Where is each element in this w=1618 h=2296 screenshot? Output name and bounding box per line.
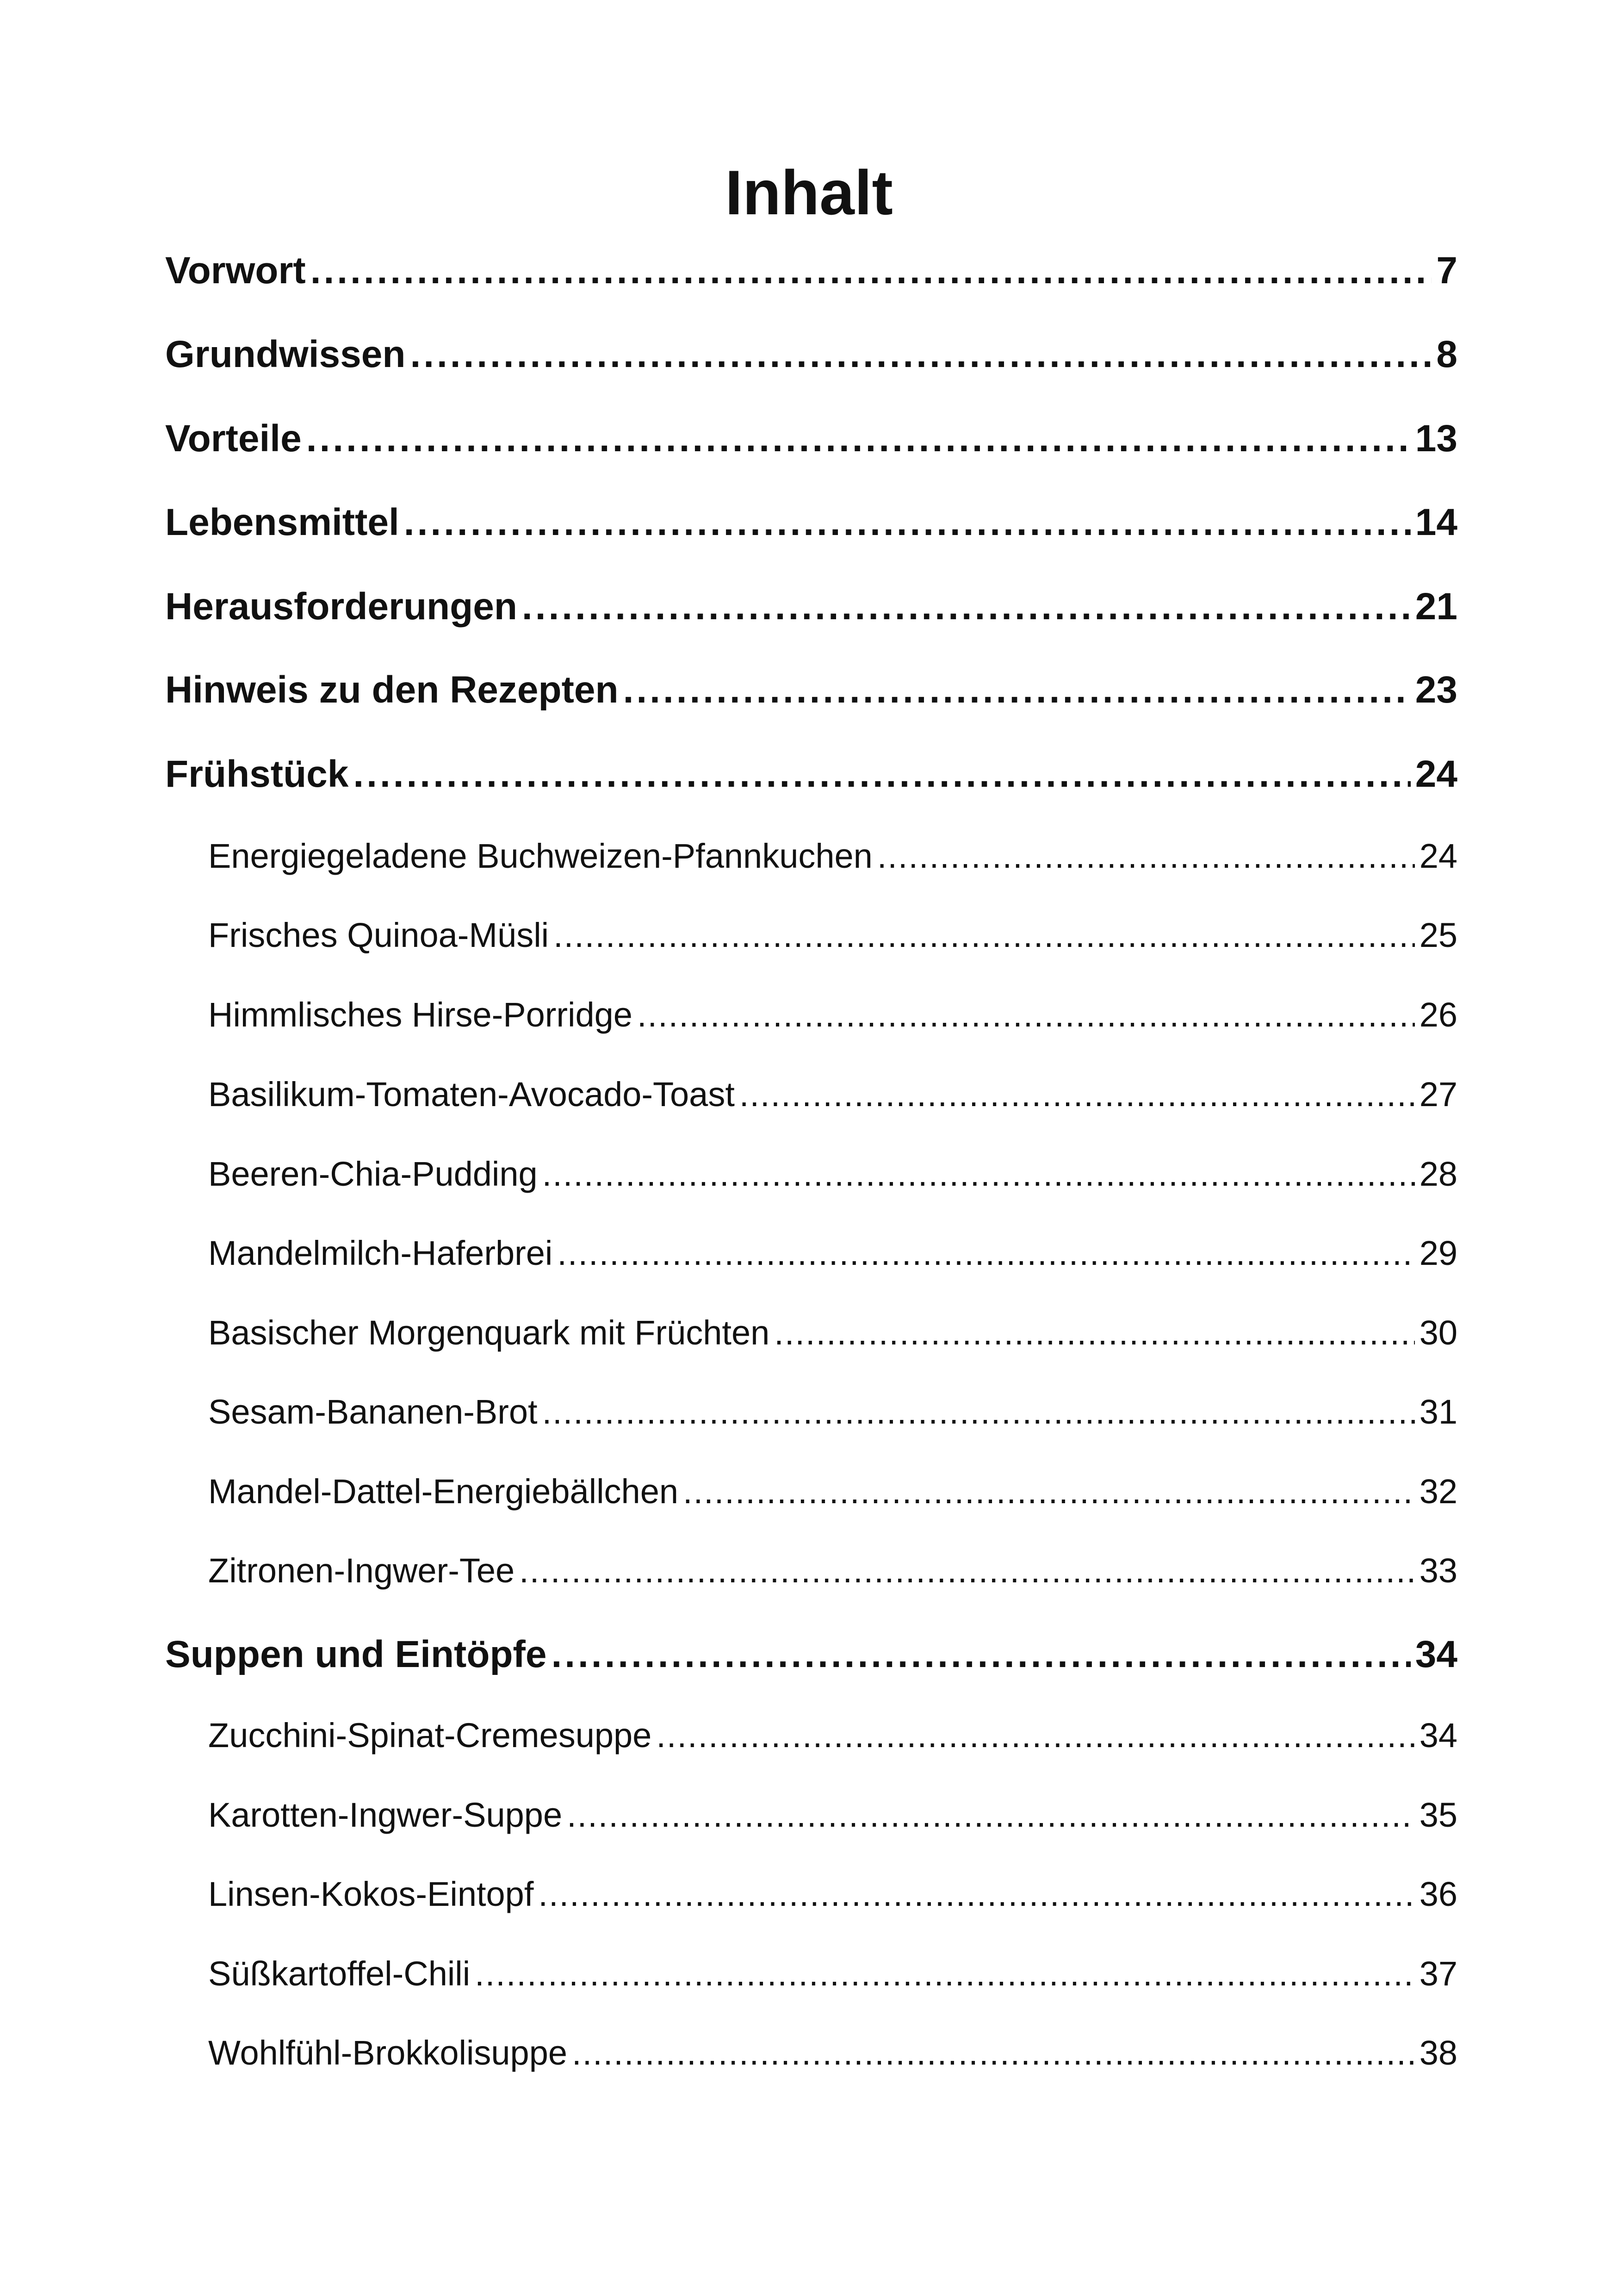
- toc-entry-label: Suppen und Eintöpfe: [165, 1633, 547, 1675]
- toc-entry-label: Süßkartoffel-Chili: [208, 1954, 471, 1993]
- toc-recipe-entry[interactable]: [208, 1468, 1457, 1515]
- toc-entry-label: Mandelmilch-Haferbrei: [208, 1234, 553, 1272]
- toc-chapter-entry[interactable]: [165, 665, 1457, 716]
- toc-dot-leader: [572, 2030, 1415, 2076]
- toc-dot-leader: [567, 1792, 1415, 1838]
- toc-chapter-entry[interactable]: [165, 749, 1457, 800]
- toc-recipe-entry[interactable]: [208, 1792, 1457, 1838]
- toc-recipe-entry[interactable]: [208, 1871, 1457, 1917]
- toc-dot-leader: [623, 665, 1411, 716]
- toc-chapter-entry[interactable]: [165, 245, 1457, 296]
- toc-chapter-entry[interactable]: [165, 1629, 1457, 1680]
- toc-page-number: 38: [1419, 2034, 1457, 2072]
- toc-page-number: 28: [1419, 1155, 1457, 1193]
- toc-entry-label: Zitronen-Ingwer-Tee: [208, 1551, 515, 1590]
- toc-page-number: 35: [1419, 1796, 1457, 1834]
- toc-page-number: 30: [1419, 1313, 1457, 1352]
- toc-recipe-entry[interactable]: [208, 1951, 1457, 1997]
- toc-page-number: 24: [1419, 837, 1457, 875]
- toc-dot-leader: [310, 245, 1432, 296]
- toc-page-number: 21: [1415, 585, 1457, 628]
- toc-dot-leader: [353, 749, 1410, 800]
- toc-dot-leader: [519, 1548, 1415, 1594]
- toc-dot-leader: [739, 1071, 1415, 1118]
- toc-page-number: 27: [1419, 1075, 1457, 1114]
- toc-page-number: 33: [1419, 1551, 1457, 1590]
- toc-dot-leader: [538, 1871, 1414, 1917]
- toc-page-number: 31: [1419, 1393, 1457, 1431]
- toc-recipe-entry[interactable]: [208, 1230, 1457, 1276]
- toc-entry-label: Karotten-Ingwer-Suppe: [208, 1796, 563, 1834]
- toc-page-number: 25: [1419, 916, 1457, 954]
- toc-page-number: 32: [1419, 1472, 1457, 1511]
- toc-dot-leader: [306, 413, 1411, 464]
- toc-dot-leader: [542, 1151, 1415, 1197]
- toc-entry-label: Herausforderungen: [165, 585, 517, 628]
- toc-dot-leader: [551, 1629, 1410, 1680]
- toc-entry-label: Basilikum-Tomaten-Avocado-Toast: [208, 1075, 735, 1114]
- toc-recipe-entry[interactable]: [208, 1548, 1457, 1594]
- toc-entry-label: Himmlisches Hirse-Porridge: [208, 996, 632, 1034]
- toc-page-number: 36: [1419, 1875, 1457, 1913]
- toc-page-number: 14: [1415, 501, 1457, 543]
- toc-dot-leader: [522, 581, 1411, 632]
- toc-page-number: 26: [1419, 996, 1457, 1034]
- toc-dot-leader: [877, 833, 1415, 879]
- toc-chapter-entry[interactable]: [165, 329, 1457, 380]
- toc-entry-label: Grundwissen: [165, 333, 406, 375]
- toc-page-number: 29: [1419, 1234, 1457, 1272]
- toc-page-number: 24: [1415, 753, 1457, 795]
- toc-page-number: 23: [1415, 669, 1457, 711]
- toc-dot-leader: [542, 1389, 1415, 1435]
- toc-page-number: 13: [1415, 417, 1457, 460]
- toc-chapter-entry[interactable]: [165, 413, 1457, 464]
- toc-entry-label: Basischer Morgenquark mit Früchten: [208, 1313, 770, 1352]
- toc-chapter-entry[interactable]: [165, 581, 1457, 632]
- toc-dot-leader: [553, 912, 1415, 958]
- toc-recipe-entry[interactable]: [208, 1151, 1457, 1197]
- toc-dot-leader: [637, 992, 1415, 1038]
- toc-recipe-entry[interactable]: [208, 2030, 1457, 2076]
- toc-page-number: 7: [1436, 249, 1457, 292]
- toc-dot-leader: [475, 1951, 1415, 1997]
- toc-page-number: 34: [1415, 1633, 1457, 1675]
- toc-dot-leader: [404, 497, 1411, 548]
- toc-page-number: 37: [1419, 1954, 1457, 1993]
- toc-entry-label: Vorwort: [165, 249, 306, 292]
- toc-entry-label: Vorteile: [165, 417, 302, 460]
- toc-entry-label: Frühstück: [165, 753, 349, 795]
- toc-dot-leader: [774, 1310, 1414, 1356]
- toc-recipe-entry[interactable]: [208, 833, 1457, 879]
- toc-entry-label: Lebensmittel: [165, 501, 399, 543]
- toc-recipe-entry[interactable]: [208, 1071, 1457, 1118]
- toc-recipe-entry[interactable]: [208, 1389, 1457, 1435]
- toc-entry-label: Mandel-Dattel-Energiebällchen: [208, 1472, 679, 1511]
- toc-recipe-entry[interactable]: [208, 1712, 1457, 1759]
- toc-entry-label: Sesam-Bananen-Brot: [208, 1393, 538, 1431]
- toc-dot-leader: [683, 1468, 1415, 1515]
- toc-entry-label: Linsen-Kokos-Eintopf: [208, 1875, 534, 1913]
- toc-page-number: 8: [1436, 333, 1457, 375]
- toc-entry-label: Hinweis zu den Rezepten: [165, 669, 619, 711]
- toc-recipe-entry[interactable]: [208, 992, 1457, 1038]
- toc-entry-label: Wohlfühl-Brokkolisuppe: [208, 2034, 568, 2072]
- toc-dot-leader: [410, 329, 1432, 380]
- toc-page-number: 34: [1419, 1716, 1457, 1755]
- page-title: Inhalt: [725, 157, 893, 228]
- toc-entry-label: Energiegeladene Buchweizen-Pfannkuchen: [208, 837, 873, 875]
- toc-recipe-entry[interactable]: [208, 1310, 1457, 1356]
- toc-chapter-entry[interactable]: [165, 497, 1457, 548]
- toc-entry-label: Frisches Quinoa-Müsli: [208, 916, 549, 954]
- toc-dot-leader: [656, 1712, 1414, 1759]
- toc-recipe-entry[interactable]: [208, 912, 1457, 958]
- toc-entry-label: Zucchini-Spinat-Cremesuppe: [208, 1716, 652, 1755]
- toc-dot-leader: [557, 1230, 1414, 1276]
- toc-entry-label: Beeren-Chia-Pudding: [208, 1155, 538, 1193]
